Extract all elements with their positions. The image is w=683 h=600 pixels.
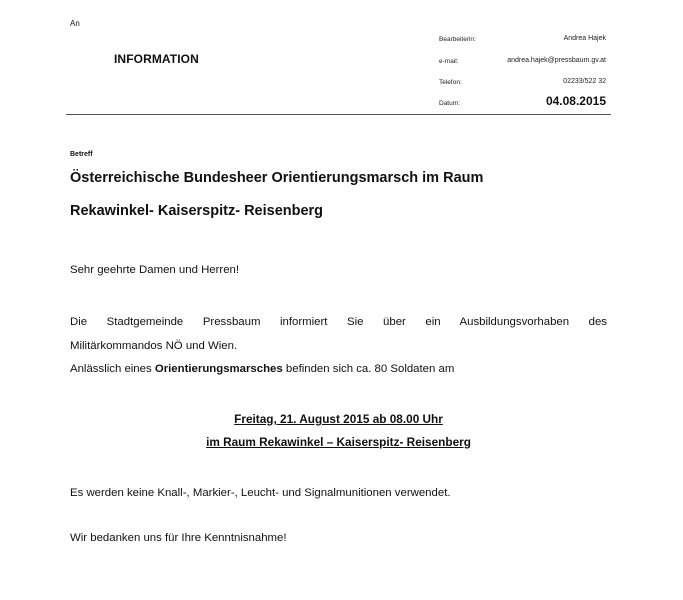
betreff-label: Betreff [70,151,93,158]
meta-label-datum: Datum: [439,100,460,107]
meta-label-bearbeiterin: Bearbeiterin: [439,36,476,43]
paragraph-2-post: befinden sich ca. 80 Soldaten am [282,363,455,375]
event-date-line: Freitag, 21. August 2015 ab 08.00 Uhr [234,412,443,426]
closing-line: Wir bedanken uns für Ihre Kenntnisnahme! [70,532,287,544]
meta-value-bearbeiterin: Andrea Hajek [563,35,606,42]
meta-value-email: andrea.hajek@pressbaum.gv.at [507,57,606,64]
subject-line-1: Österreichische Bundesheer Orientierungsmarsch im Raum [70,170,484,186]
header-divider [66,114,611,115]
subject-line-2: Rekawinkel- Kaiserspitz- Reisenberg [70,203,324,219]
meta-value-telefon: 02233/522 32 [563,78,606,85]
event-location-line: im Raum Rekawinkel – Kaiserspitz- Reisenberg [206,435,471,449]
paragraph-3: Es werden keine Knall-, Markier-, Leucht- und Signalmunitionen verwendet. [70,487,451,499]
paragraph-2-pre: Anlässlich eines [70,363,155,375]
recipient-label: An [70,19,80,28]
document-heading: INFORMATION [114,52,199,66]
greeting: Sehr geehrte Damen und Herren! [70,264,240,276]
meta-label-telefon: Telefon: [439,79,462,86]
paragraph-1-line-1: Die Stadtgemeinde Pressbaum informiert Sie über ein Ausbildungsvorhaben des [70,316,607,328]
meta-label-email: e-mail: [439,58,459,65]
paragraph-2 [70,363,454,375]
paragraph-2-bold: Orientierungsmarsches [154,363,283,375]
paragraph-1-line-2: Militärkommandos NÖ und Wien. [70,340,238,352]
meta-value-datum: 04.08.2015 [545,94,606,108]
